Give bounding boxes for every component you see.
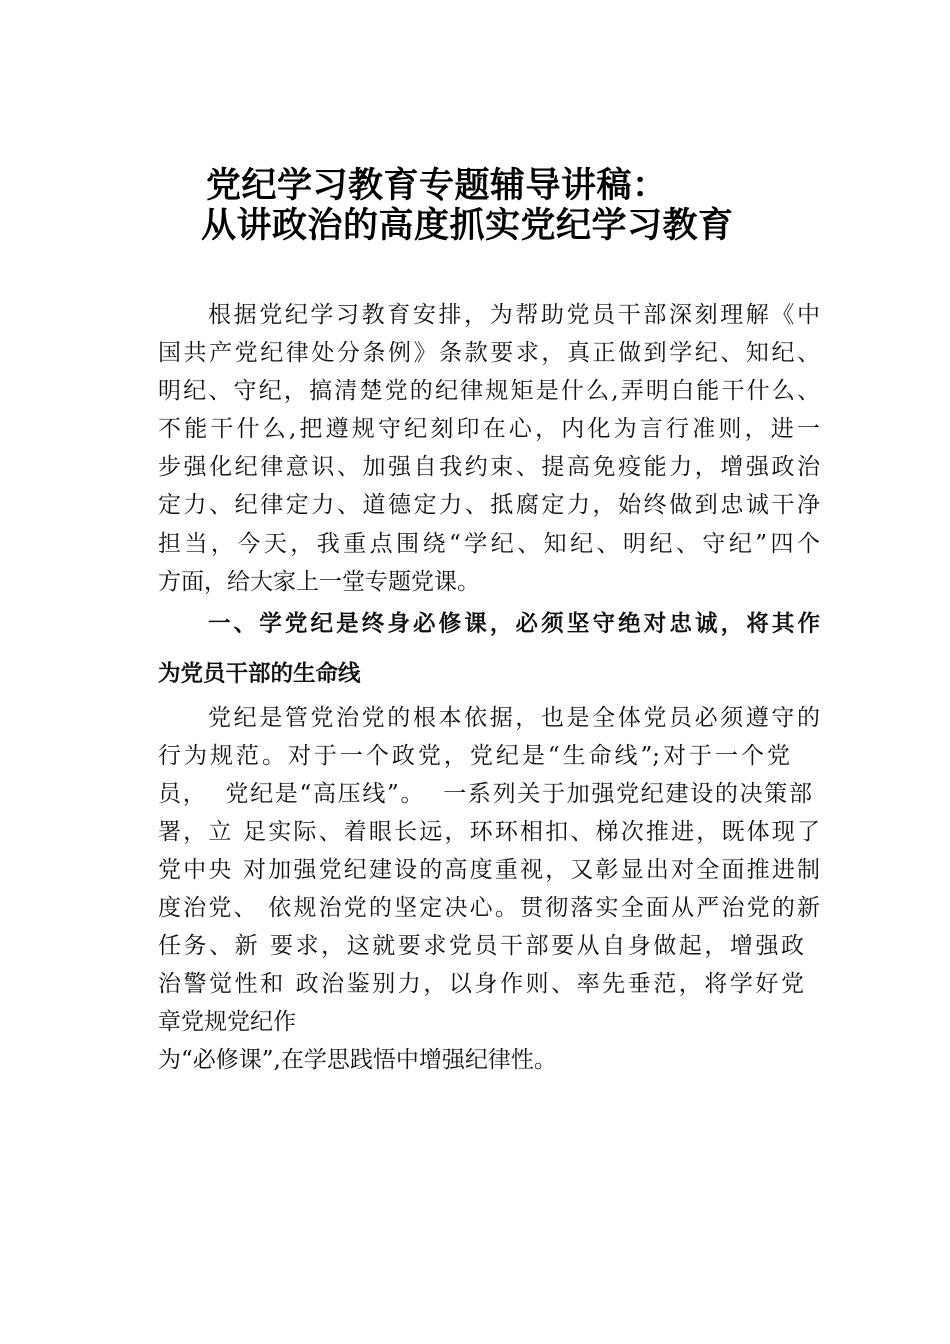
document-title-line-2: 从讲政治的高度抓实党纪学习教育 [201, 206, 734, 246]
section-1-body-line-5: 党中央 对加强党纪建设的高度重视，又彰显出对全面推进制 [158, 857, 820, 883]
intro-line-2: 国共产党纪律处分条例》条款要求，真正做到学纪、知纪、 [158, 340, 820, 366]
intro-line-3: 明纪、守纪，搞清楚党的纪律规矩是什么,弄明白能干什么、 [158, 378, 820, 404]
section-1-heading-line-2: 为党员干部的生命线 [158, 661, 361, 687]
intro-line-7: 担当，今天，我重点围绕“学纪、知纪、明纪、守纪”四个 [158, 531, 820, 557]
section-1-body-line-7: 任务、新 要求，这就要求党员干部要从自身做起，增强政 [158, 933, 804, 959]
intro-line-1: 根据党纪学习教育安排，为帮助党员干部深刻理解《中 [208, 302, 820, 328]
section-1-heading-line-1: 一、学党纪是终身必修课，必须坚守绝对忠诚，将其作 [208, 611, 820, 637]
intro-line-5: 步强化纪律意识、加强自我约束、提高免疫能力，增强政治 [158, 454, 820, 480]
intro-line-4: 不能干什么,把遵规守纪刻印在心，内化为言行准则，进一 [158, 416, 820, 442]
section-1-body-line-6: 度治党、 依规治党的坚定决心。贯彻落实全面从严治党的新 [158, 895, 820, 921]
section-1-body-line-9: 章党规党纪作 [158, 1009, 296, 1035]
intro-line-8: 方面，给大家上一堂专题党课。 [158, 569, 480, 595]
section-1-body-line-8: 治警觉性和 政治鉴别力，以身作则、率先垂范，将学好党 [158, 971, 804, 997]
section-1-body-line-1: 党纪是管党治党的根本依据，也是全体党员必须遵守的 [208, 705, 820, 731]
section-1-body-line-3: 员， 党纪是“高压线”。 一系列关于加强党纪建设的决策部 [158, 781, 812, 807]
document-title-line-1: 党纪学习教育专题辅导讲稿： [206, 166, 668, 206]
section-1-body-line-2: 行为规范。对于一个政党，党纪是“生命线”;对于一个党 [158, 743, 790, 769]
section-1-body-line-10: 为“必修课”,在学思践悟中增强纪律性。 [158, 1047, 557, 1073]
section-1-body-line-4: 署，立 足实际、着眼长远，环环相扣、梯次推进，既体现了 [158, 819, 820, 845]
intro-line-6: 定力、纪律定力、道德定力、抵腐定力，始终做到忠诚干净 [158, 492, 820, 518]
